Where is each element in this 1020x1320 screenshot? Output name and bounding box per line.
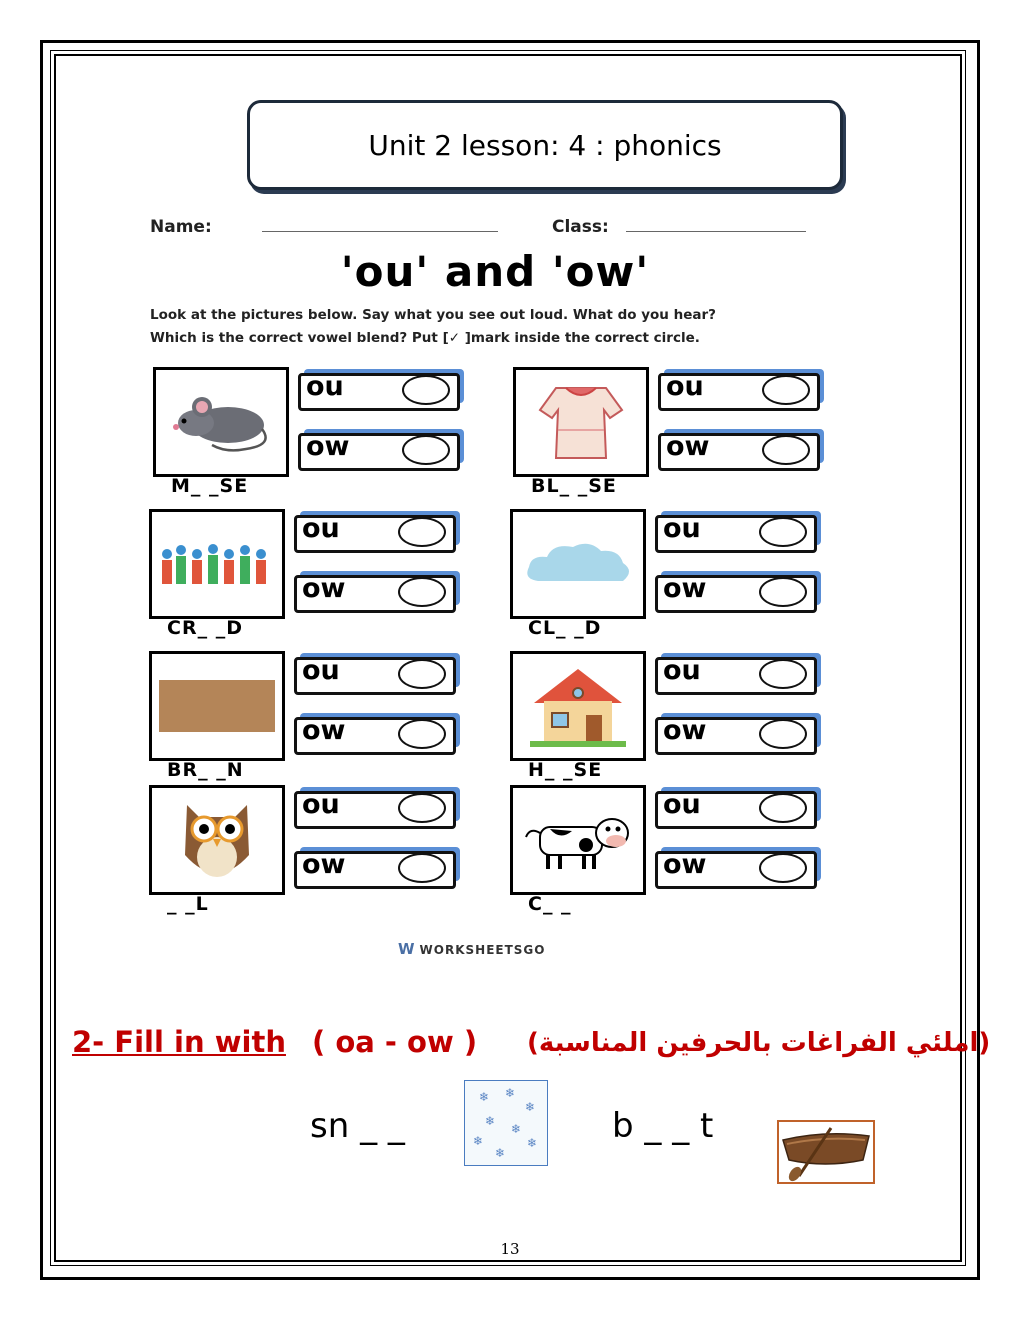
item-card-blouse bbox=[513, 367, 873, 497]
option-ow[interactable] bbox=[294, 717, 454, 753]
svg-text:❄: ❄ bbox=[495, 1146, 506, 1160]
option-ow[interactable] bbox=[655, 575, 815, 611]
answer-circle[interactable] bbox=[759, 793, 807, 823]
option-label: ow bbox=[666, 431, 710, 462]
brown-picture bbox=[149, 651, 285, 761]
task2-heading bbox=[72, 1025, 991, 1059]
crowd-picture bbox=[149, 509, 285, 619]
mouse-icon bbox=[166, 387, 276, 457]
option-label: ow bbox=[663, 849, 707, 880]
svg-text:❄: ❄ bbox=[479, 1090, 490, 1104]
option-label: ow bbox=[302, 715, 346, 746]
worksheet bbox=[140, 205, 850, 965]
answer-circle[interactable] bbox=[398, 719, 446, 749]
answer-circle[interactable] bbox=[759, 853, 807, 883]
option-ow[interactable] bbox=[655, 717, 815, 753]
item-card-owl bbox=[149, 785, 509, 915]
option-ow[interactable] bbox=[658, 433, 818, 469]
item-card-crowd bbox=[149, 509, 509, 639]
option-label: ow bbox=[663, 573, 707, 604]
item-word: CL_ _D bbox=[528, 617, 602, 639]
option-label: ou bbox=[663, 513, 701, 544]
blouse-picture bbox=[513, 367, 649, 477]
answer-circle[interactable] bbox=[402, 375, 450, 405]
svg-text:❄: ❄ bbox=[473, 1134, 484, 1148]
item-word: H_ _SE bbox=[528, 759, 603, 781]
option-label: ou bbox=[306, 371, 344, 402]
option-label: ou bbox=[663, 655, 701, 686]
answer-circle[interactable] bbox=[762, 435, 810, 465]
answer-circle[interactable] bbox=[759, 659, 807, 689]
svg-text:❄: ❄ bbox=[527, 1136, 538, 1150]
class-line[interactable] bbox=[626, 231, 806, 232]
option-label: ou bbox=[663, 789, 701, 820]
option-ow[interactable] bbox=[298, 433, 458, 469]
answer-circle[interactable] bbox=[762, 375, 810, 405]
option-label: ow bbox=[663, 715, 707, 746]
worksheetsgo-logo bbox=[398, 940, 545, 958]
lesson-title: Unit 2 lesson: 4 : phonics bbox=[368, 128, 722, 162]
item-word: BR_ _N bbox=[167, 759, 244, 781]
answer-circle[interactable] bbox=[759, 719, 807, 749]
option-ow[interactable] bbox=[294, 851, 454, 887]
instruction-line-1: Look at the pictures below. Say what you see out loud. What do you hear? bbox=[150, 307, 716, 323]
boat-picture bbox=[777, 1120, 875, 1184]
option-ou[interactable] bbox=[658, 373, 818, 409]
brand-name: WORKSHEETSGO bbox=[419, 943, 546, 957]
answer-circle[interactable] bbox=[398, 659, 446, 689]
answer-circle[interactable] bbox=[398, 853, 446, 883]
name-line[interactable] bbox=[262, 231, 498, 232]
worksheet-title: 'ou' and 'ow' bbox=[340, 247, 650, 296]
option-ou[interactable] bbox=[298, 373, 458, 409]
option-ou[interactable] bbox=[294, 791, 454, 827]
item-word: M_ _SE bbox=[171, 475, 249, 497]
option-label: ou bbox=[302, 655, 340, 686]
option-label: ow bbox=[306, 431, 350, 462]
option-ou[interactable] bbox=[655, 657, 815, 693]
item-word: BL_ _SE bbox=[531, 475, 617, 497]
svg-text:❄: ❄ bbox=[511, 1122, 522, 1136]
brown-swatch bbox=[159, 680, 275, 732]
option-label: ou bbox=[666, 371, 704, 402]
option-ou[interactable] bbox=[294, 657, 454, 693]
option-label: ou bbox=[302, 789, 340, 820]
lesson-title-box bbox=[247, 100, 843, 190]
item-word: C_ _ bbox=[528, 893, 572, 915]
answer-circle[interactable] bbox=[398, 517, 446, 547]
house-picture bbox=[510, 651, 646, 761]
answer-circle[interactable] bbox=[398, 793, 446, 823]
option-ow[interactable] bbox=[655, 851, 815, 887]
mouse-picture bbox=[153, 367, 289, 477]
svg-text:❄: ❄ bbox=[485, 1114, 496, 1128]
item-word: CR_ _D bbox=[167, 617, 243, 639]
class-label: Class: bbox=[552, 217, 609, 237]
item-card-cloud bbox=[510, 509, 870, 639]
item-card-house bbox=[510, 651, 870, 781]
page-number: 13 bbox=[500, 1240, 520, 1258]
cloud-picture bbox=[510, 509, 646, 619]
option-ou[interactable] bbox=[294, 515, 454, 551]
owl-icon bbox=[177, 795, 257, 885]
house-icon bbox=[528, 663, 628, 749]
option-ou[interactable] bbox=[655, 791, 815, 827]
svg-text:❄: ❄ bbox=[525, 1100, 536, 1114]
svg-text:❄: ❄ bbox=[505, 1086, 516, 1100]
option-label: ow bbox=[302, 849, 346, 880]
blouse-icon bbox=[536, 380, 626, 464]
owl-picture bbox=[149, 785, 285, 895]
answer-circle[interactable] bbox=[398, 577, 446, 607]
task2-number-label: 2- Fill in with bbox=[72, 1025, 286, 1059]
fill-word-boat[interactable]: b _ _ t bbox=[612, 1106, 714, 1146]
item-card-brown bbox=[149, 651, 509, 781]
cow-icon bbox=[520, 807, 636, 873]
snow-picture bbox=[464, 1080, 548, 1166]
name-label: Name: bbox=[150, 217, 212, 237]
option-label: ou bbox=[302, 513, 340, 544]
answer-circle[interactable] bbox=[759, 577, 807, 607]
brand-icon: W bbox=[398, 940, 416, 958]
cow-picture bbox=[510, 785, 646, 895]
instruction-line-2: Which is the correct vowel blend? Put [✓ ]mark inside the correct circle. bbox=[150, 330, 700, 346]
task2-letters: ( oa - ow ) bbox=[311, 1025, 478, 1059]
option-ow[interactable] bbox=[294, 575, 454, 611]
fill-word-snow[interactable]: sn _ _ bbox=[310, 1106, 405, 1146]
answer-circle[interactable] bbox=[759, 517, 807, 547]
cloud-icon bbox=[523, 539, 633, 589]
option-ou[interactable] bbox=[655, 515, 815, 551]
task2-arabic-instruction: (املئي الفراغات بالحرفين المناسبة) bbox=[527, 1028, 991, 1058]
crowd-icon bbox=[157, 534, 277, 594]
snowflake-icon bbox=[465, 1081, 547, 1165]
item-word: _ _L bbox=[167, 893, 209, 915]
boat-icon bbox=[779, 1122, 873, 1182]
item-card-mouse bbox=[153, 367, 513, 497]
option-label: ow bbox=[302, 573, 346, 604]
answer-circle[interactable] bbox=[402, 435, 450, 465]
item-card-cow bbox=[510, 785, 870, 915]
